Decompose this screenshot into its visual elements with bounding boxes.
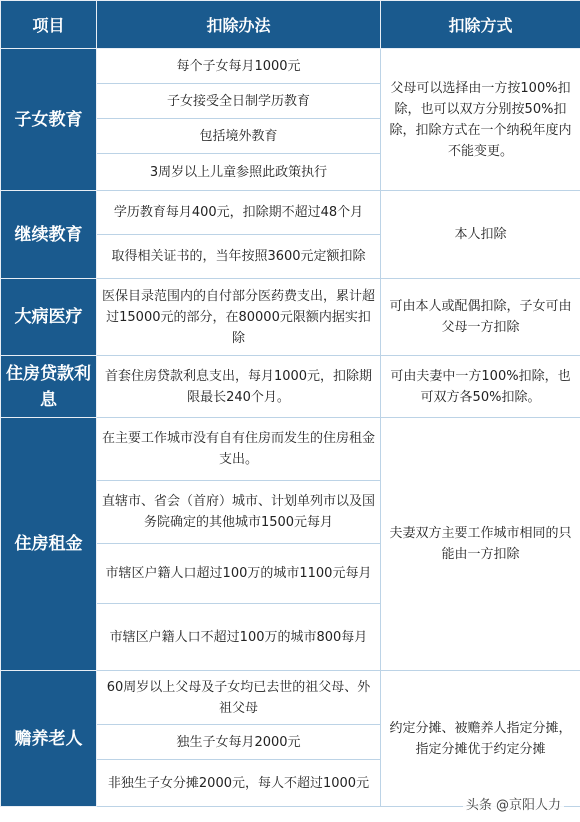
category-housing-rent: 住房租金 [1,418,97,671]
detail-cell: 包括境外教育 [97,119,381,154]
detail-cell: 学历教育每月400元，扣除期不超过48个月 [97,191,381,235]
detail-cell: 子女接受全日制学历教育 [97,84,381,119]
detail-cell: 独生子女每月2000元 [97,725,381,760]
method-cell: 可由本人或配偶扣除，子女可由父母一方扣除 [381,279,580,356]
table-row [1,356,580,418]
category-continuing-education: 继续教育 [1,191,97,279]
method-cell: 可由夫妻中一方100%扣除，也可双方各50%扣除。 [381,356,580,418]
table-row [1,191,580,235]
detail-cell: 市辖区户籍人口不超过100万的城市800每月 [97,604,381,671]
table-row [1,49,580,84]
method-cell: 父母可以选择由一方按100%扣除，也可以双方分别按50%扣除，扣除方式在一个纳税年度内不能变更。 [381,49,580,191]
header-mode: 扣除方式 [381,1,580,49]
table-row [1,279,580,356]
detail-cell: 直辖市、省会（首府）城市、计划单列市以及国务院确定的其他城市1500元每月 [97,481,381,544]
category-serious-illness: 大病医疗 [1,279,97,356]
table-row [1,671,580,725]
table-header-row [1,1,580,49]
method-cell: 夫妻双方主要工作城市相同的只能由一方扣除 [381,418,580,671]
detail-cell: 3周岁以上儿童参照此政策执行 [97,154,381,191]
category-mortgage-interest: 住房贷款利息 [1,356,97,418]
category-child-education: 子女教育 [1,49,97,191]
watermark-label: 头条 @京阳人力 [463,793,564,814]
detail-cell: 每个子女每月1000元 [97,49,381,84]
header-item: 项目 [1,1,97,49]
detail-cell: 60周岁以上父母及子女均已去世的祖父母、外祖父母 [97,671,381,725]
detail-cell: 非独生子女分摊2000元，每人不超过1000元 [97,760,381,807]
method-cell: 本人扣除 [381,191,580,279]
detail-cell: 首套住房贷款利息支出，每月1000元，扣除期限最长240个月。 [97,356,381,418]
table-row [1,418,580,481]
category-elderly-support: 赡养老人 [1,671,97,807]
detail-cell: 在主要工作城市没有自有住房而发生的住房租金支出。 [97,418,381,481]
detail-cell: 市辖区户籍人口超过100万的城市1100元每月 [97,544,381,604]
header-method: 扣除办法 [97,1,381,49]
method-cell: 约定分摊、被赡养人指定分摊，指定分摊优于约定分摊 [381,671,580,807]
detail-cell: 医保目录范围内的自付部分医药费支出，累计超过15000元的部分，在80000元限额内据实扣除 [97,279,381,356]
detail-cell: 取得相关证书的，当年按照3600元定额扣除 [97,235,381,279]
